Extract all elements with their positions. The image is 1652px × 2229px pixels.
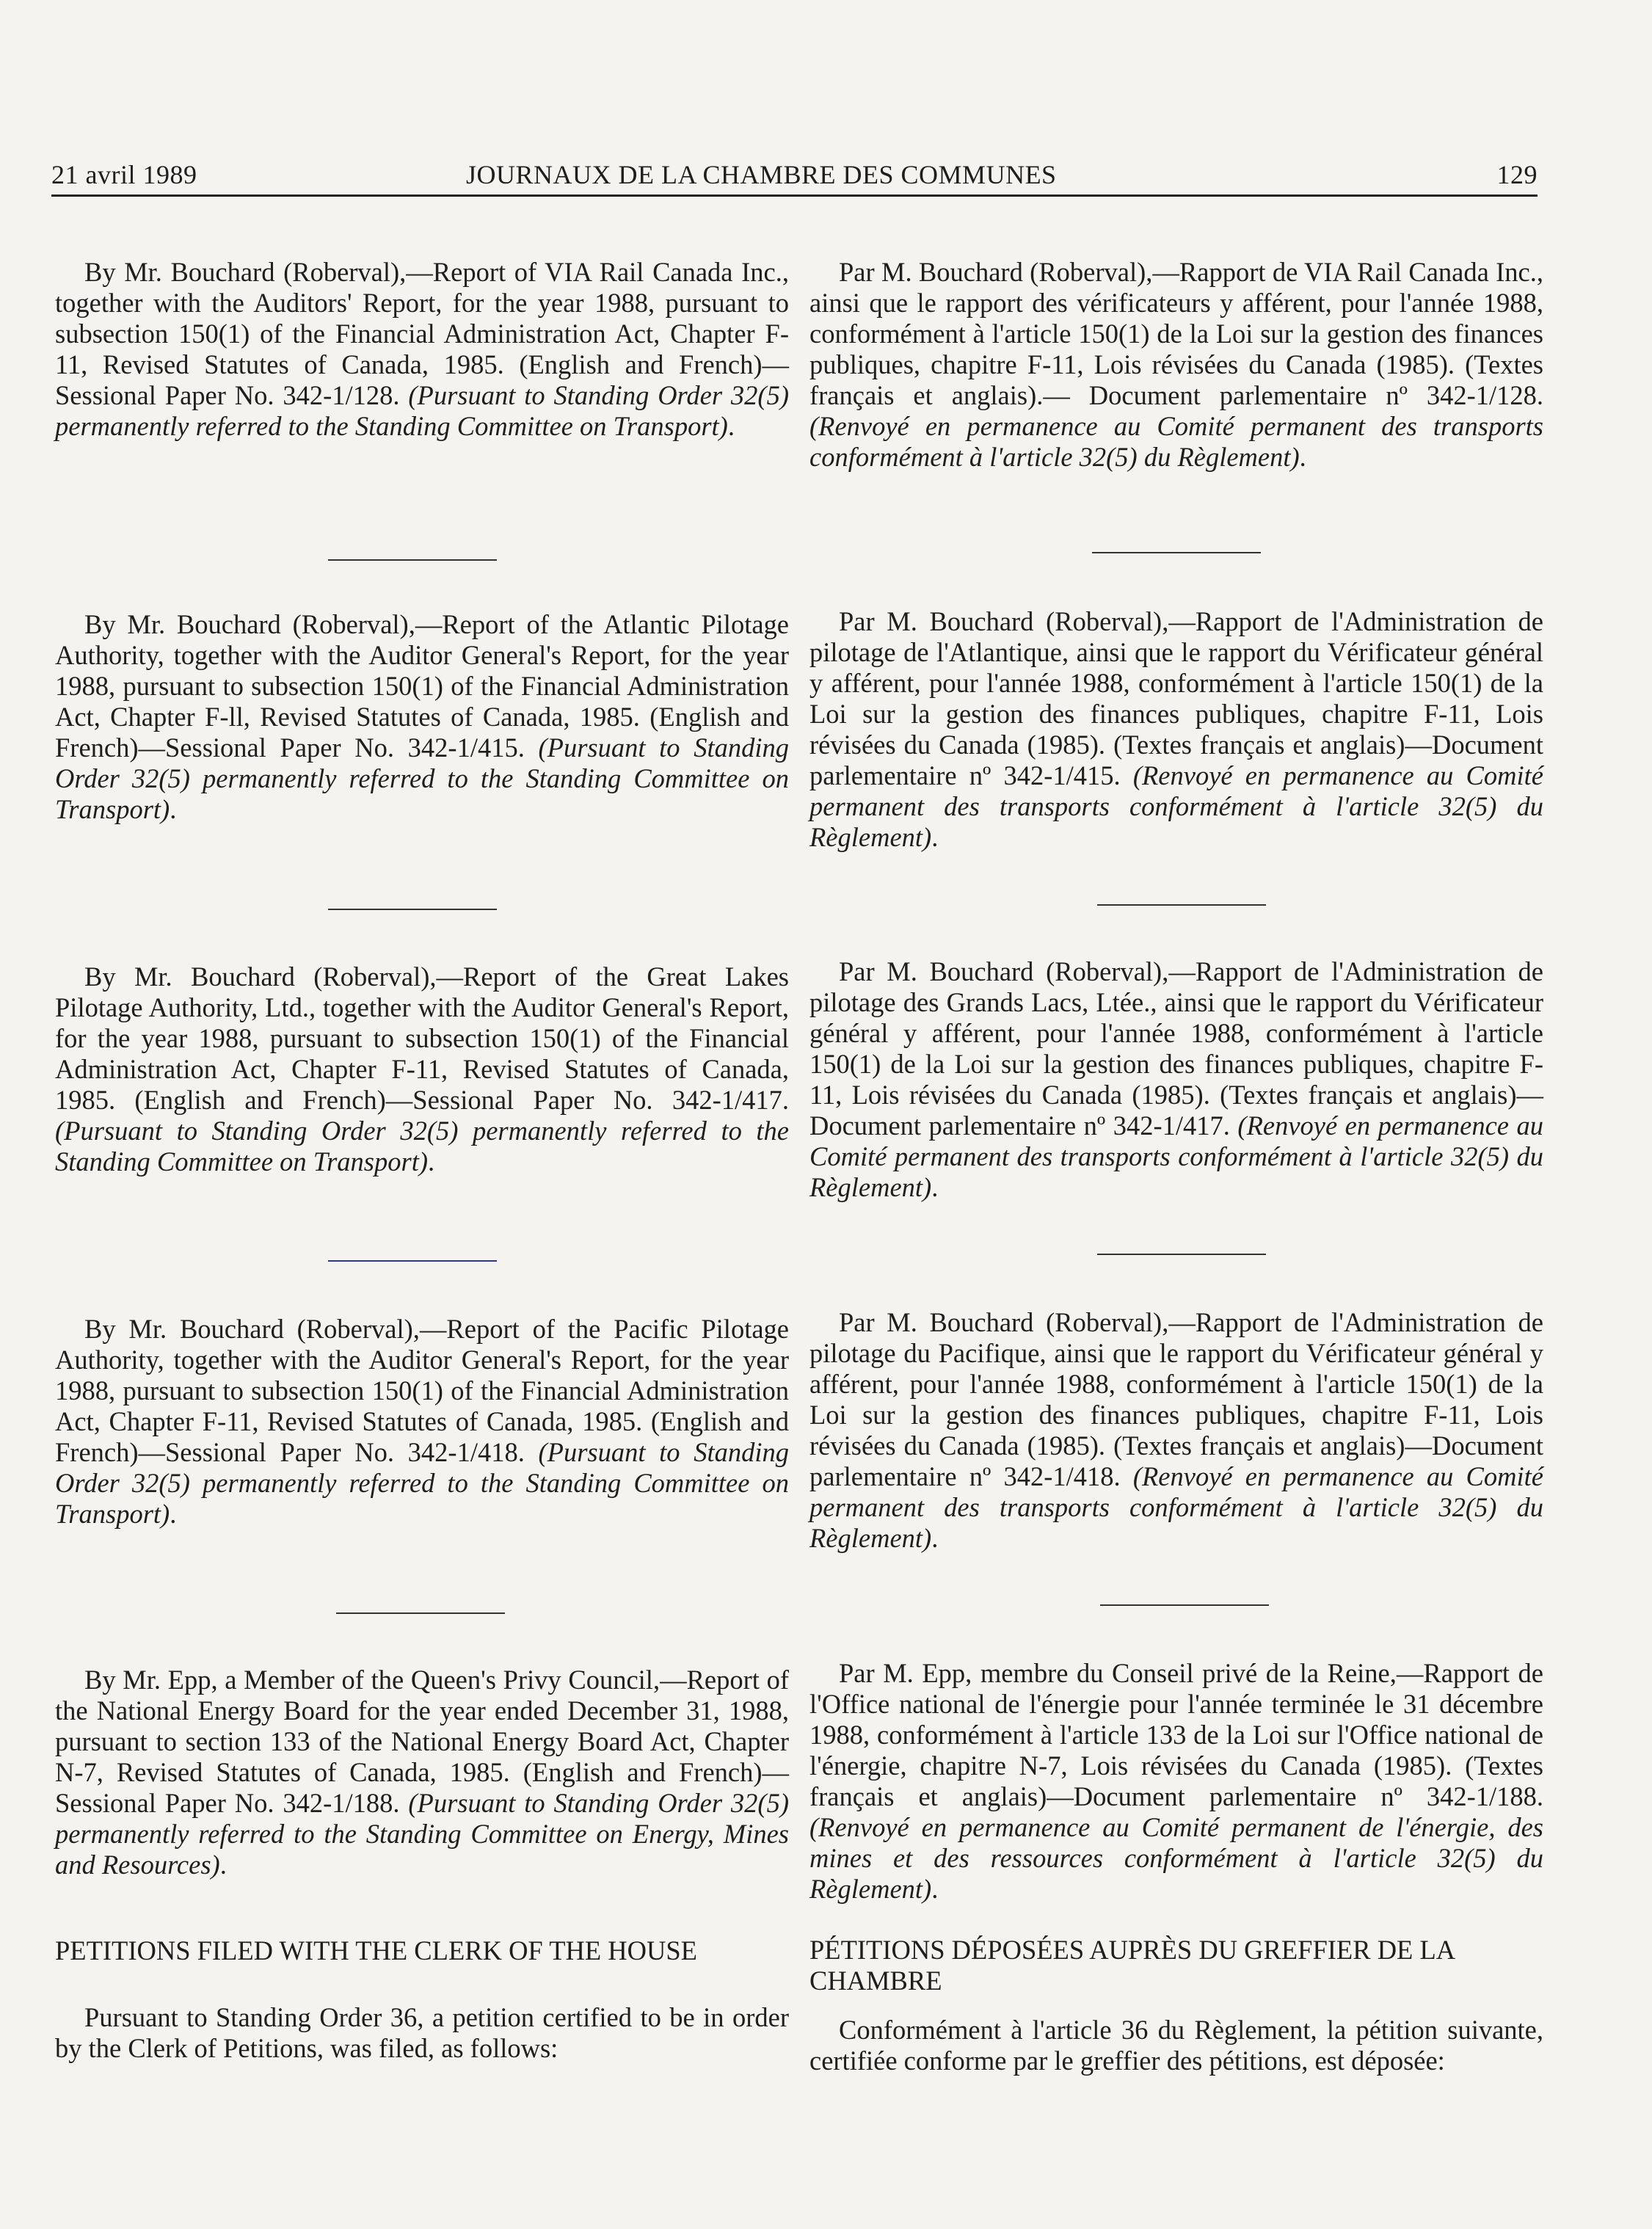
entry-separator <box>1100 1604 1269 1606</box>
sessional-paper-entry: Par M. Bouchard (Roberval),—Rapport de VIA Rail Canada Inc., ainsi que le rapport des vérificateurs y afférent, pour l'année 1988, conformément à l'article 150(1) de la Loi sur la gestion des finances publiques, chapitre F-11, Lois révisées du Canada (1985). (Textes français et anglais).— Document parlementaire nº 342-1/128. (Renvoyé en permanence au Comité permanent des transports conformément à l'article 32(5) du Règlement). <box>809 257 1543 472</box>
section-text: Conformément à l'article 36 du Règlement, la pétition suivante, certifiée conforme par le greffier des pétitions, est déposée: <box>809 2015 1543 2076</box>
sessional-paper-entry: By Mr. Bouchard (Roberval),—Report of VIA Rail Canada Inc., together with the Auditors' Report, for the year 1988, pursuant to subsection 150(1) of the Financial Administration Act, Chapter F-11, Revised Statutes of Canada, 1985. (English and French)—Sessional Paper No. 342-1/128. (Pursuant to Standing Order 32(5) permanently referred to the Standing Committee on Transport). <box>55 257 789 441</box>
section-text: Pursuant to Standing Order 36, a petition certified to be in order by the Clerk of Petitions, was filed, as follows: <box>55 2002 789 2063</box>
entry-separator <box>328 559 497 561</box>
sessional-paper-entry: By Mr. Epp, a Member of the Queen's Privy Council,—Report of the National Energy Board for the year ended December 31, 1988, pursuant to section 133 of the National Energy Board Act, Chapter N-7, Revised Statutes of Canada, 1985. (English and French)—Sessional Paper No. 342-1/188. (Pursuant to Standing Order 32(5) permanently referred to the Standing Committee on Energy, Mines and Resources). <box>55 1665 789 1880</box>
sessional-paper-entry: By Mr. Bouchard (Roberval),—Report of the Atlantic Pilotage Authority, together with the Auditor General's Report, for the year 1988, pursuant to subsection 150(1) of the Financial Administration Act, Chapter F-ll, Revised Statutes of Canada, 1985. (English and French)—Sessional Paper No. 342-1/415. (Pursuant to Standing Order 32(5) permanently referred to the Standing Committee on Transport). <box>55 609 789 824</box>
header-date: 21 avril 1989 <box>51 160 197 189</box>
sessional-paper-entry: Par M. Bouchard (Roberval),—Rapport de l'Administration de pilotage de l'Atlantique, ainsi que le rapport du Vérificateur général y afférent, pour l'année 1988, conformément à l'article 150(1) de la Loi sur la gestion des finances publiques, chapitre F-11, Lois révisées du Canada (1985). (Textes français et anglais)—Document parlementaire nº 342-1/415. (Renvoyé en permanence au Comité permanent des transports conformément à l'article 32(5) du Règlement). <box>809 606 1543 852</box>
page-number: 129 <box>1496 160 1538 189</box>
sessional-paper-entry: Par M. Bouchard (Roberval),—Rapport de l'Administration de pilotage du Pacifique, ainsi que le rapport du Vérificateur général y afférent, pour l'année 1988, conformément à l'article 150(1) de la Loi sur la gestion des finances publiques, chapitre F-11, Lois révisées du Canada (1985). (Textes français et anglais)—Document parlementaire nº 342-1/418. (Renvoyé en permanence au Comité permanent des transports conformément à l'article 32(5) du Règlement). <box>809 1307 1543 1553</box>
header-title: JOURNAUX DE LA CHAMBRE DES COMMUNES <box>466 160 1057 189</box>
sessional-paper-entry: By Mr. Bouchard (Roberval),—Report of the Great Lakes Pilotage Authority, Ltd., together with the Auditor General's Report, for the year 1988, pursuant to subsection 150(1) of the Financial Administration Act, Chapter F-11, Revised Statutes of Canada, 1985. (English and French)—Sessional Paper No. 342-1/417. (Pursuant to Standing Order 32(5) permanently referred to the Standing Committee on Transport). <box>55 961 789 1177</box>
page-header <box>51 150 1538 197</box>
entry-separator <box>1092 552 1261 553</box>
sessional-paper-entry: Par M. Bouchard (Roberval),—Rapport de l'Administration de pilotage des Grands Lacs, Ltée., ainsi que le rapport du Vérificateur général y afférent, pour l'année 1988, conformément à l'article 150(1) de la Loi sur la gestion des finances publiques, chapitre F-11, Lois révisées du Canada (1985). (Textes français et anglais)—Document parlementaire nº 342-1/417. (Renvoyé en permanence au Comité permanent des transports conformément à l'article 32(5) du Règlement). <box>809 956 1543 1202</box>
sessional-paper-entry: By Mr. Bouchard (Roberval),—Report of the Pacific Pilotage Authority, together with the Auditor General's Report, for the year 1988, pursuant to subsection 150(1) of the Financial Administration Act, Chapter F-11, Revised Statutes of Canada, 1985. (English and French)—Sessional Paper No. 342-1/418. (Pursuant to Standing Order 32(5) permanently referred to the Standing Committee on Transport). <box>55 1314 789 1529</box>
sessional-paper-entry: Par M. Epp, membre du Conseil privé de la Reine,—Rapport de l'Office national de l'énergie pour l'année terminée le 31 décembre 1988, conformément à l'article 133 de la Loi sur l'Office national de l'énergie, chapitre N-7, Lois révisées du Canada (1985). (Textes français et anglais)—Document parlementaire nº 342-1/188. (Renvoyé en permanence au Comité permanent de l'énergie, des mines et des ressources conformément à l'article 32(5) du Règlement). <box>809 1658 1543 1904</box>
entry-separator <box>1097 1254 1266 1255</box>
section-heading: PÉTITIONS DÉPOSÉES AUPRÈS DU GREFFIER DE LA CHAMBRE <box>809 1935 1455 1996</box>
entry-separator <box>328 909 497 910</box>
entry-separator <box>336 1612 505 1614</box>
entry-separator <box>328 1260 497 1262</box>
section-heading: PETITIONS FILED WITH THE CLERK OF THE HOUSE <box>55 1935 697 1966</box>
entry-separator <box>1097 904 1266 906</box>
